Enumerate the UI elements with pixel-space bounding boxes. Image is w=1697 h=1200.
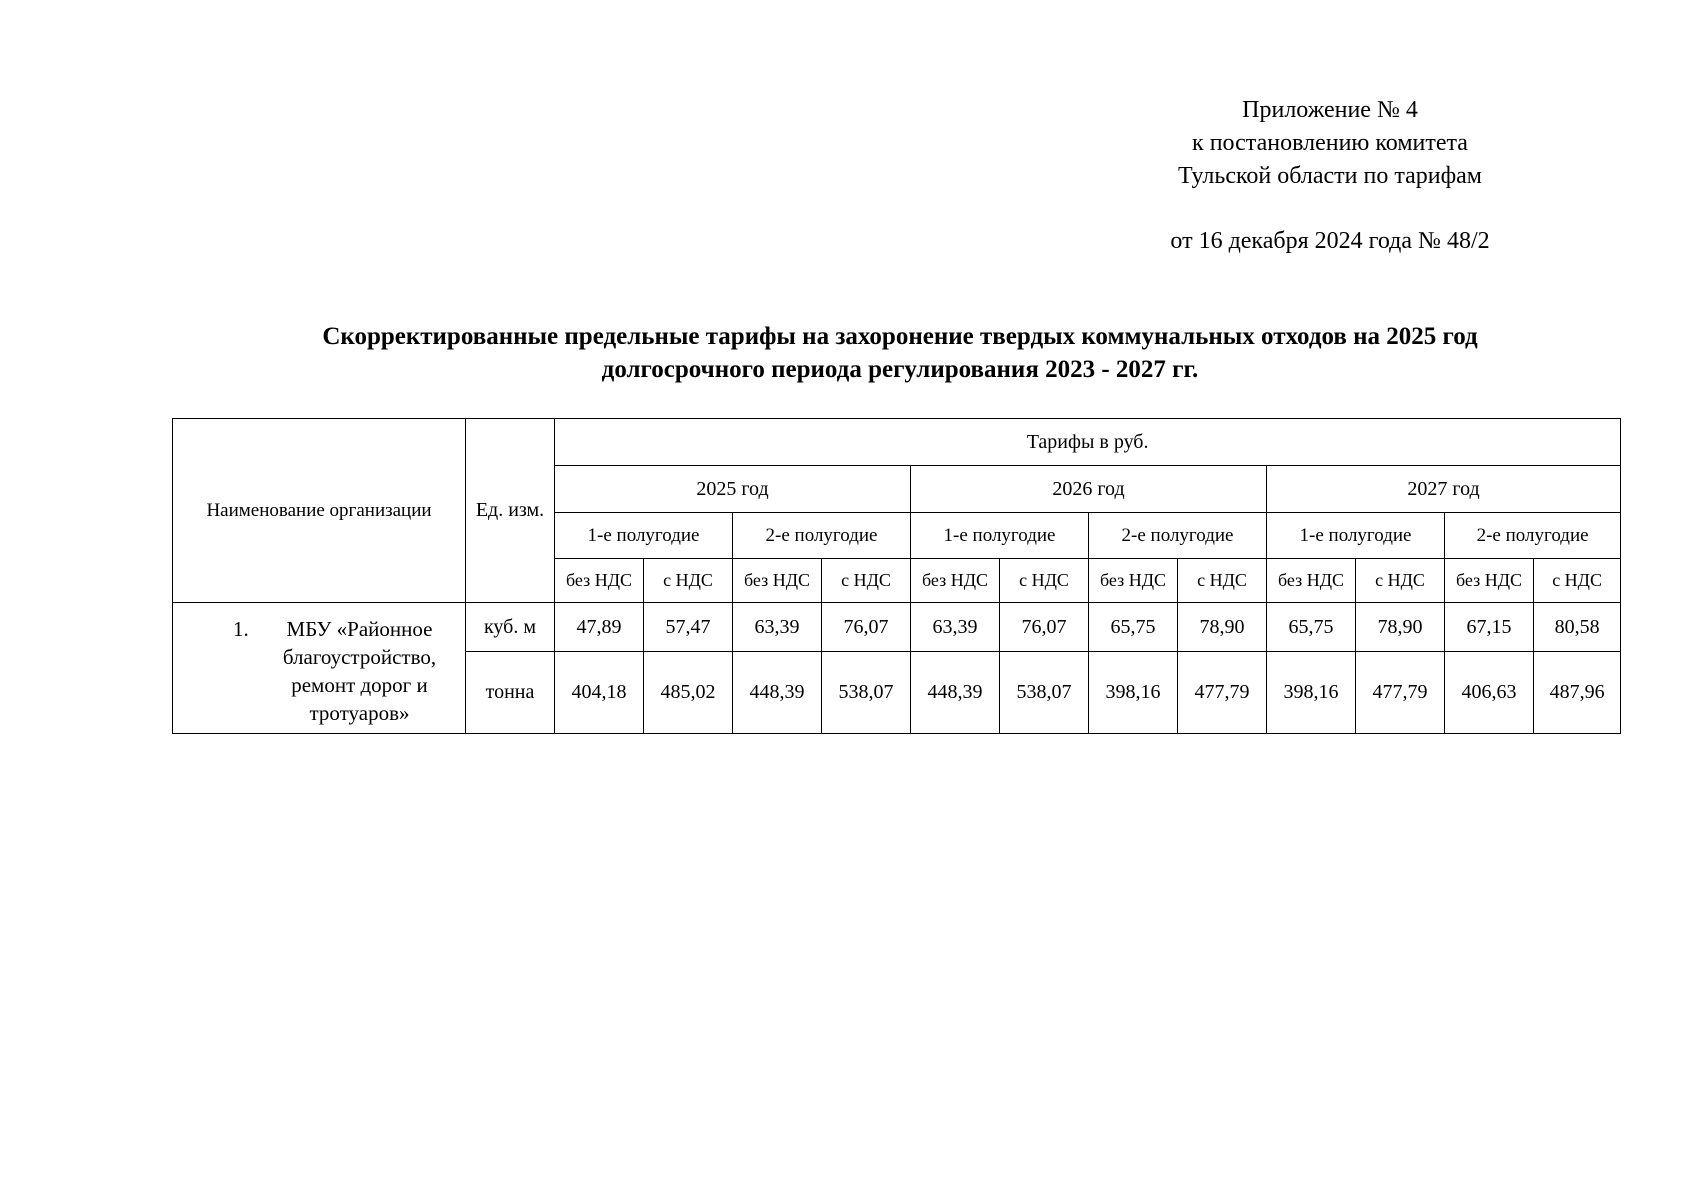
tariff-value: 477,79 <box>1178 652 1267 734</box>
title-line-1: Скорректированные предельные тарифы на захоронение твердых коммунальных отходов на 2025 год <box>322 323 1478 350</box>
tariff-value: 76,07 <box>1000 603 1089 652</box>
unit-header: Ед. изм. <box>466 419 555 603</box>
tariff-value: 78,90 <box>1178 603 1267 652</box>
unit-cell: куб. м <box>466 603 555 652</box>
tariff-value: 485,02 <box>644 652 733 734</box>
vat-header: без НДС <box>1089 559 1178 603</box>
header-row-tariffs <box>173 419 1621 466</box>
vat-header: с НДС <box>1356 559 1445 603</box>
tariffs-header: Тарифы в руб. <box>555 419 1621 466</box>
year-header: 2027 год <box>1267 466 1621 513</box>
tariff-value: 448,39 <box>911 652 1000 734</box>
vat-header: без НДС <box>1445 559 1534 603</box>
tariff-value: 398,16 <box>1267 652 1356 734</box>
appendix-header <box>1090 94 1570 258</box>
tariff-value: 404,18 <box>555 652 644 734</box>
tariffs-table <box>172 418 1621 734</box>
tariff-value: 398,16 <box>1089 652 1178 734</box>
table-row <box>173 603 1621 652</box>
half-year-header: 2-е полугодие <box>733 513 911 559</box>
year-header: 2025 год <box>555 466 911 513</box>
tariff-value: 78,90 <box>1356 603 1445 652</box>
tariff-value: 65,75 <box>1089 603 1178 652</box>
half-year-header: 1-е полугодие <box>1267 513 1445 559</box>
appendix-number: Приложение № 4 <box>1242 97 1418 123</box>
document-title <box>175 320 1625 386</box>
tariff-value: 63,39 <box>911 603 1000 652</box>
vat-header: без НДС <box>733 559 822 603</box>
vat-header: с НДС <box>822 559 911 603</box>
vat-header: без НДС <box>555 559 644 603</box>
vat-header: с НДС <box>1534 559 1621 603</box>
org-cell <box>173 603 466 734</box>
tariff-value: 67,15 <box>1445 603 1534 652</box>
vat-header: с НДС <box>644 559 733 603</box>
tariff-value: 448,39 <box>733 652 822 734</box>
appendix-committee: Тульской области по тарифам <box>1177 163 1482 189</box>
org-name-header: Наименование организации <box>173 419 466 603</box>
half-year-header: 2-е полугодие <box>1089 513 1267 559</box>
tariff-value: 406,63 <box>1445 652 1534 734</box>
org-number: 1. <box>233 617 249 641</box>
tariff-value: 63,39 <box>733 603 822 652</box>
tariff-value: 57,47 <box>644 603 733 652</box>
half-year-header: 2-е полугодие <box>1445 513 1621 559</box>
unit-cell: тонна <box>466 652 555 734</box>
org-name: МБУ «Районное благоустройство, ремонт дорог и тротуаров» <box>282 617 437 725</box>
tariff-value: 76,07 <box>822 603 911 652</box>
tariff-value: 538,07 <box>822 652 911 734</box>
vat-header: с НДС <box>1000 559 1089 603</box>
tariff-value: 477,79 <box>1356 652 1445 734</box>
vat-header: с НДС <box>1178 559 1267 603</box>
vat-header: без НДС <box>1267 559 1356 603</box>
half-year-header: 1-е полугодие <box>555 513 733 559</box>
appendix-date: от 16 декабря 2024 года № 48/2 <box>1170 228 1490 254</box>
tariff-value: 487,96 <box>1534 652 1621 734</box>
vat-header: без НДС <box>911 559 1000 603</box>
title-line-2: долгосрочного периода регулирования 2023 - 2027 гг. <box>601 356 1199 383</box>
year-header: 2026 год <box>911 466 1267 513</box>
tariff-value: 47,89 <box>555 603 644 652</box>
half-year-header: 1-е полугодие <box>911 513 1089 559</box>
tariff-value: 538,07 <box>1000 652 1089 734</box>
appendix-resolution: к постановлению комитета <box>1192 130 1468 156</box>
tariff-value: 65,75 <box>1267 603 1356 652</box>
tariff-value: 80,58 <box>1534 603 1621 652</box>
